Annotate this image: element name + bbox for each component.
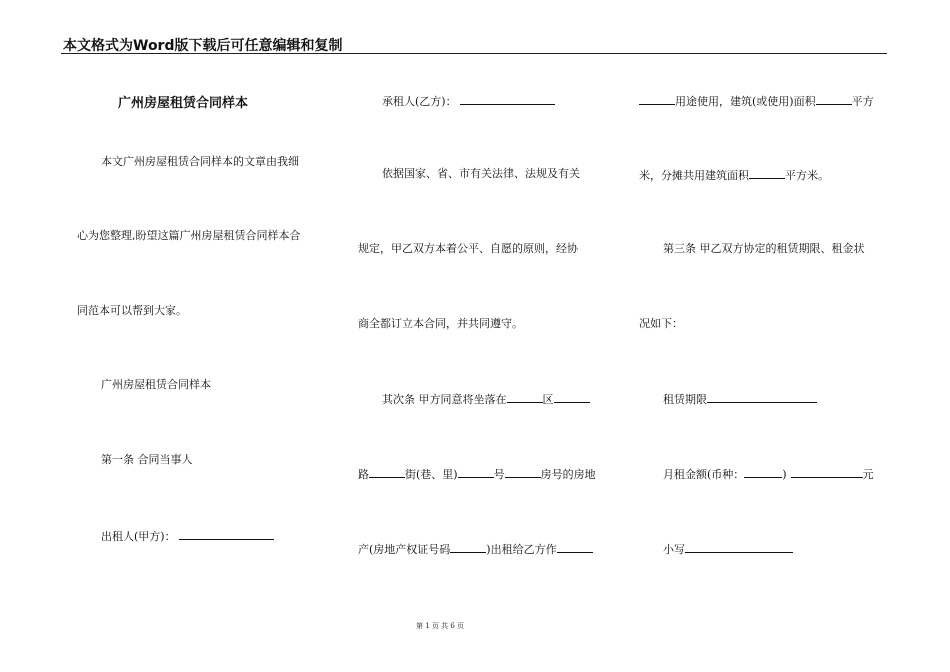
para-line-3: 商全都订立本合同，并共同遵守。 — [358, 317, 523, 330]
term-blank — [707, 391, 817, 403]
area-blank — [816, 93, 852, 105]
area-unit: 平方 — [851, 95, 874, 108]
lessee-blank — [460, 93, 555, 105]
header-rule — [61, 53, 887, 54]
rent-line — [663, 466, 874, 482]
shared-area-blank — [749, 167, 785, 179]
street-label: 街(巷、里) — [405, 468, 458, 481]
article-1-heading: 第一条 合同当事人 — [101, 453, 193, 466]
term-line — [663, 391, 817, 407]
words-blank — [685, 541, 793, 553]
room-label: 房号的房地 — [540, 468, 596, 481]
lessor-blank — [179, 528, 274, 540]
usage-label: 用途使用，建筑(或使用)面积 — [675, 95, 816, 108]
street-blank — [458, 466, 494, 478]
article-3-continued: 况如下： — [639, 317, 683, 330]
district-after-blank — [554, 391, 590, 403]
certificate-blank — [450, 541, 486, 553]
road-blank — [369, 466, 405, 478]
district-blank — [507, 391, 543, 403]
page-footer: 第 1 页 共 6 页 — [415, 622, 465, 630]
certificate-label: 产(房地产权证号码 — [358, 543, 451, 556]
currency-blank — [744, 466, 782, 478]
article-3-heading: 第三条 甲乙双方协定的租赁期限、租金状 — [663, 242, 865, 255]
words-label: 小写 — [663, 543, 685, 556]
para-line-1: 依据国家、省、市有关法律、法规及有关 — [382, 167, 580, 180]
shared-area-line — [639, 167, 829, 183]
shared-area-unit: 平方米。 — [785, 169, 829, 182]
lessor-label: 出租人(甲方)： — [101, 530, 176, 543]
rent-unit: 元 — [862, 468, 874, 481]
lessee-label: 承租人(乙方)： — [382, 95, 457, 108]
lessor-line — [101, 528, 274, 544]
document-title: 广州房屋租赁合同样本 — [118, 96, 249, 111]
words-line — [663, 541, 793, 557]
usage-line — [639, 93, 874, 109]
usage-blank — [639, 93, 675, 105]
road-label: 路 — [358, 468, 369, 481]
intro-line-1: 本文广州房屋租赁合同样本的文章由我细 — [101, 155, 299, 168]
term-label: 租赁期限 — [663, 393, 707, 406]
address-line — [358, 466, 596, 482]
para-line-2: 规定，甲乙双方本着公平、自愿的原则，经协 — [358, 242, 578, 255]
lease-use-blank — [557, 541, 593, 553]
number-blank — [505, 466, 541, 478]
rent-paren: ) — [782, 468, 787, 481]
number-label: 号 — [493, 468, 505, 481]
rent-label: 月租金额(币种： — [663, 468, 745, 481]
district-label: 区 — [542, 393, 554, 406]
lease-to-label: )出租给乙方作 — [486, 543, 557, 556]
article-2-line — [382, 391, 590, 407]
lessee-line — [382, 93, 555, 109]
article-2-text: 其次条 甲方同意将坐落在 — [382, 393, 507, 406]
rent-amount-blank — [791, 466, 863, 478]
shared-area-label: 米，分摊共用建筑面积 — [639, 169, 749, 182]
intro-line-3: 同范本可以帮到大家。 — [77, 304, 187, 317]
subtitle: 广州房屋租赁合同样本 — [101, 378, 211, 391]
intro-line-2: 心为您整理,盼望这篇广州房屋租赁合同样本合 — [77, 229, 301, 242]
certificate-line — [358, 541, 593, 557]
header-title: 本文格式为Word版下载后可任意编辑和复制 — [63, 38, 343, 54]
